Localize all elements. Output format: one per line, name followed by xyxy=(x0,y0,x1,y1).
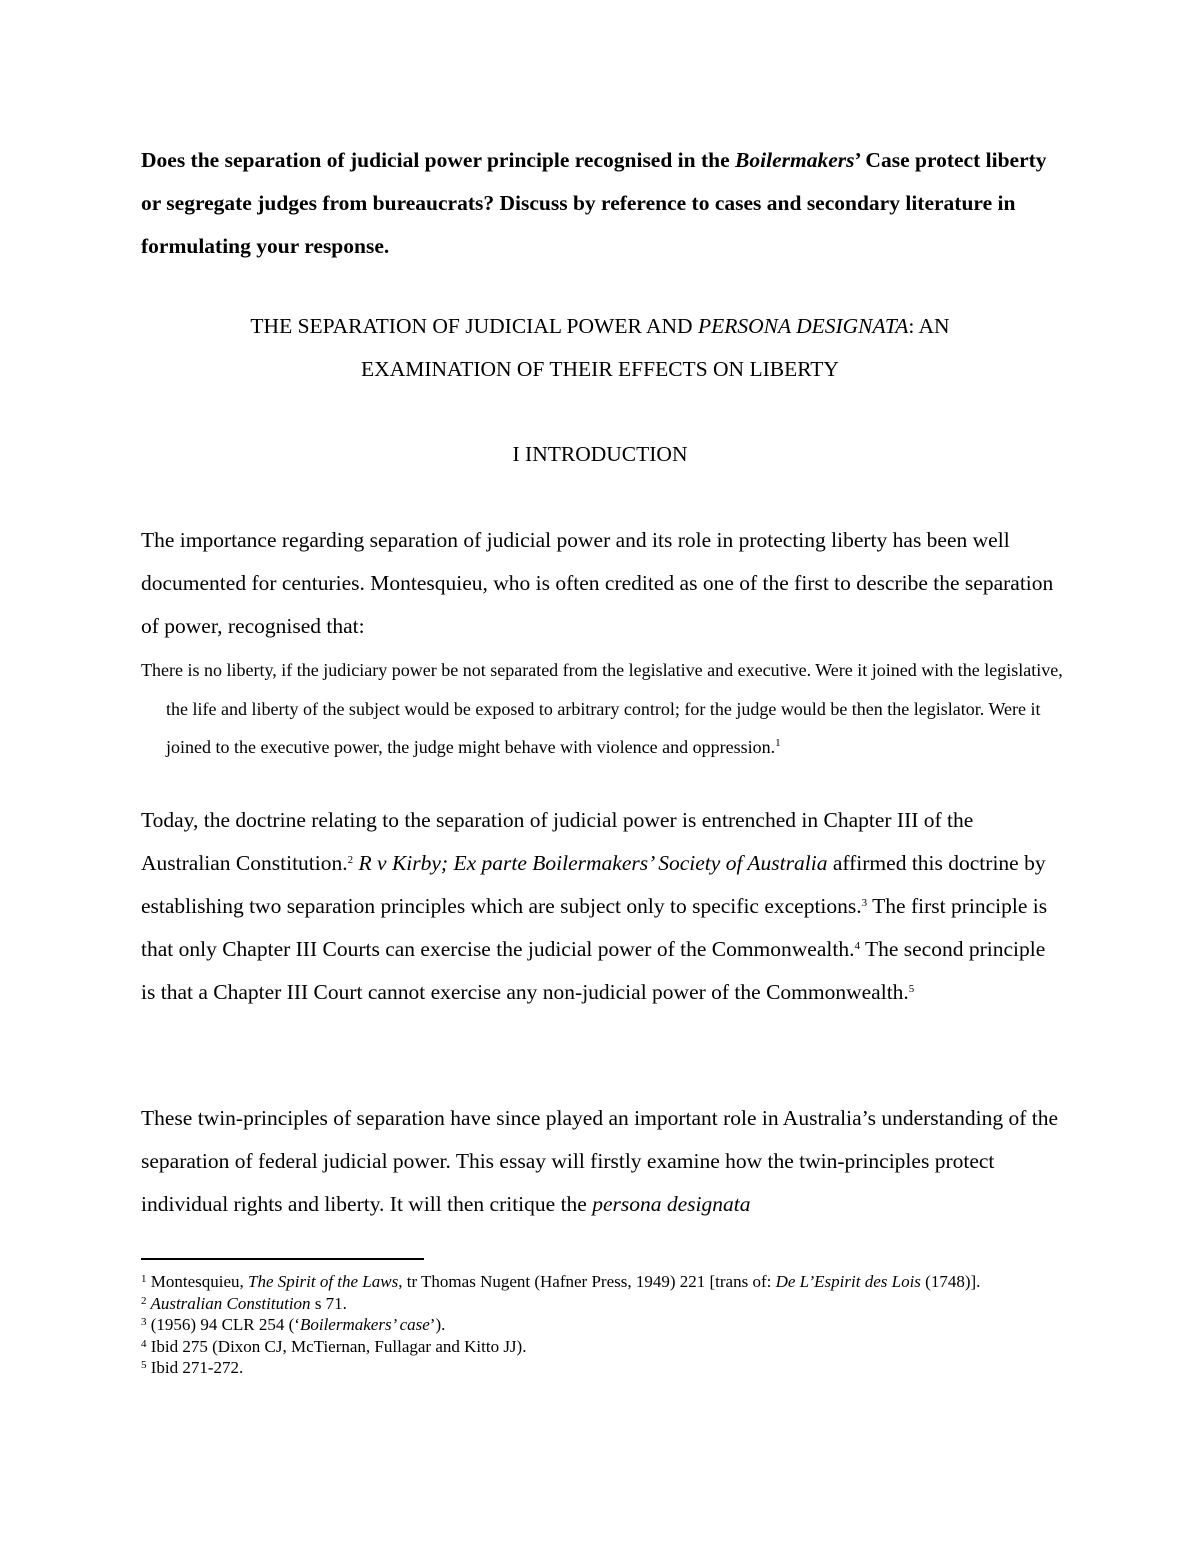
essay-title-line-1: THE SEPARATION OF JUDICIAL POWER AND PERSONA DESIGNATA: AN xyxy=(250,314,950,338)
footnote-divider xyxy=(141,1258,424,1260)
footnote-5: $^5$ Ibid 271-272. xyxy=(141,1358,244,1377)
footnote-4: $^4$ Ibid 275 (Dixon CJ, McTiernan, Fullagar and Kitto JJ). xyxy=(141,1336,527,1356)
essay-title-line-2: EXAMINATION OF THEIR EFFECTS ON LIBERTY xyxy=(361,357,839,381)
case-name-boilermakers: R v Kirby; Ex parte Boilermakers’ Society of Australia xyxy=(353,851,828,875)
persona-designata-term: persona designata xyxy=(592,1192,751,1216)
question-case-name: Boilermakers xyxy=(735,148,855,172)
section-heading: I INTRODUCTION xyxy=(512,442,688,466)
essay-question: Does the separation of judicial power principle recognised in the Boilermakers’ Case protect liberty or segregate judges from bureaucrats? Discuss by reference to cases and secondary literature in formulating your response. xyxy=(141,148,1047,258)
paragraph-twin-principles: These twin-principles of separation have since played an important role in Australia’s understanding of the separation of federal judicial power. This essay will firstly examine how the twin-principles protect individual rights and liberty. It will then critique the persona designata xyxy=(141,1106,1059,1216)
intro-paragraph: The importance regarding separation of judicial power and its role in protecting liberty has been well documented for centuries. Montesquieu, who is often credited as one of the first to describe the separation of power, recognised that: xyxy=(141,528,1054,638)
footnote-1: $^1$ Montesquieu, The Spirit of the Laws, tr Thomas Nugent (Hafner Press, 1949) 221 [trans of: De L’Espirit des Lois (1748)]. xyxy=(141,1272,981,1291)
footnote-2: $^2$ Australian Constitution s 71. xyxy=(141,1293,347,1313)
footnote-ref-2: 2 xyxy=(347,854,354,866)
footnote-ref-4: 4 xyxy=(854,940,860,952)
footnote-ref-1: 1 xyxy=(775,737,781,749)
block-quote xyxy=(141,651,1084,767)
paragraph-doctrine: Today, the doctrine relating to the separation of judicial power is entrenched in Chapter III of the Australian Constitution.$^2$ R v Kirby; Ex parte Boilermakers’ Society of Australia affirmed this doctrine by establishing two separation principles which are subject only to specific exceptions.$^3$ The first principle is that only Chapter III Courts can exercise the judicial power of the Commonwealth.$^4$ The second principle is that a Chapter III Court cannot exercise any non-judicial power of the Commonwealth.$^5$ xyxy=(141,808,1048,1004)
quote-text: There is no liberty, if the judiciary power be not separated from the legislative and executive. Were it joined with the legislative, the life and liberty of the subject would be exposed to arbitrary control; for the judge would be then the legislator. Were it joined to the executive power, the judge might behave with violence and oppression. xyxy=(141,660,1063,757)
footnote-ref-3: 3 xyxy=(861,897,868,909)
footnotes xyxy=(141,1271,1061,1379)
footnote-ref-5: 5 xyxy=(908,983,915,995)
footnote-3: $^3$ (1956) 94 CLR 254 (‘Boilermakers’ case’). xyxy=(141,1315,446,1334)
title-persona-designata: PERSONA DESIGNATA xyxy=(697,314,909,338)
